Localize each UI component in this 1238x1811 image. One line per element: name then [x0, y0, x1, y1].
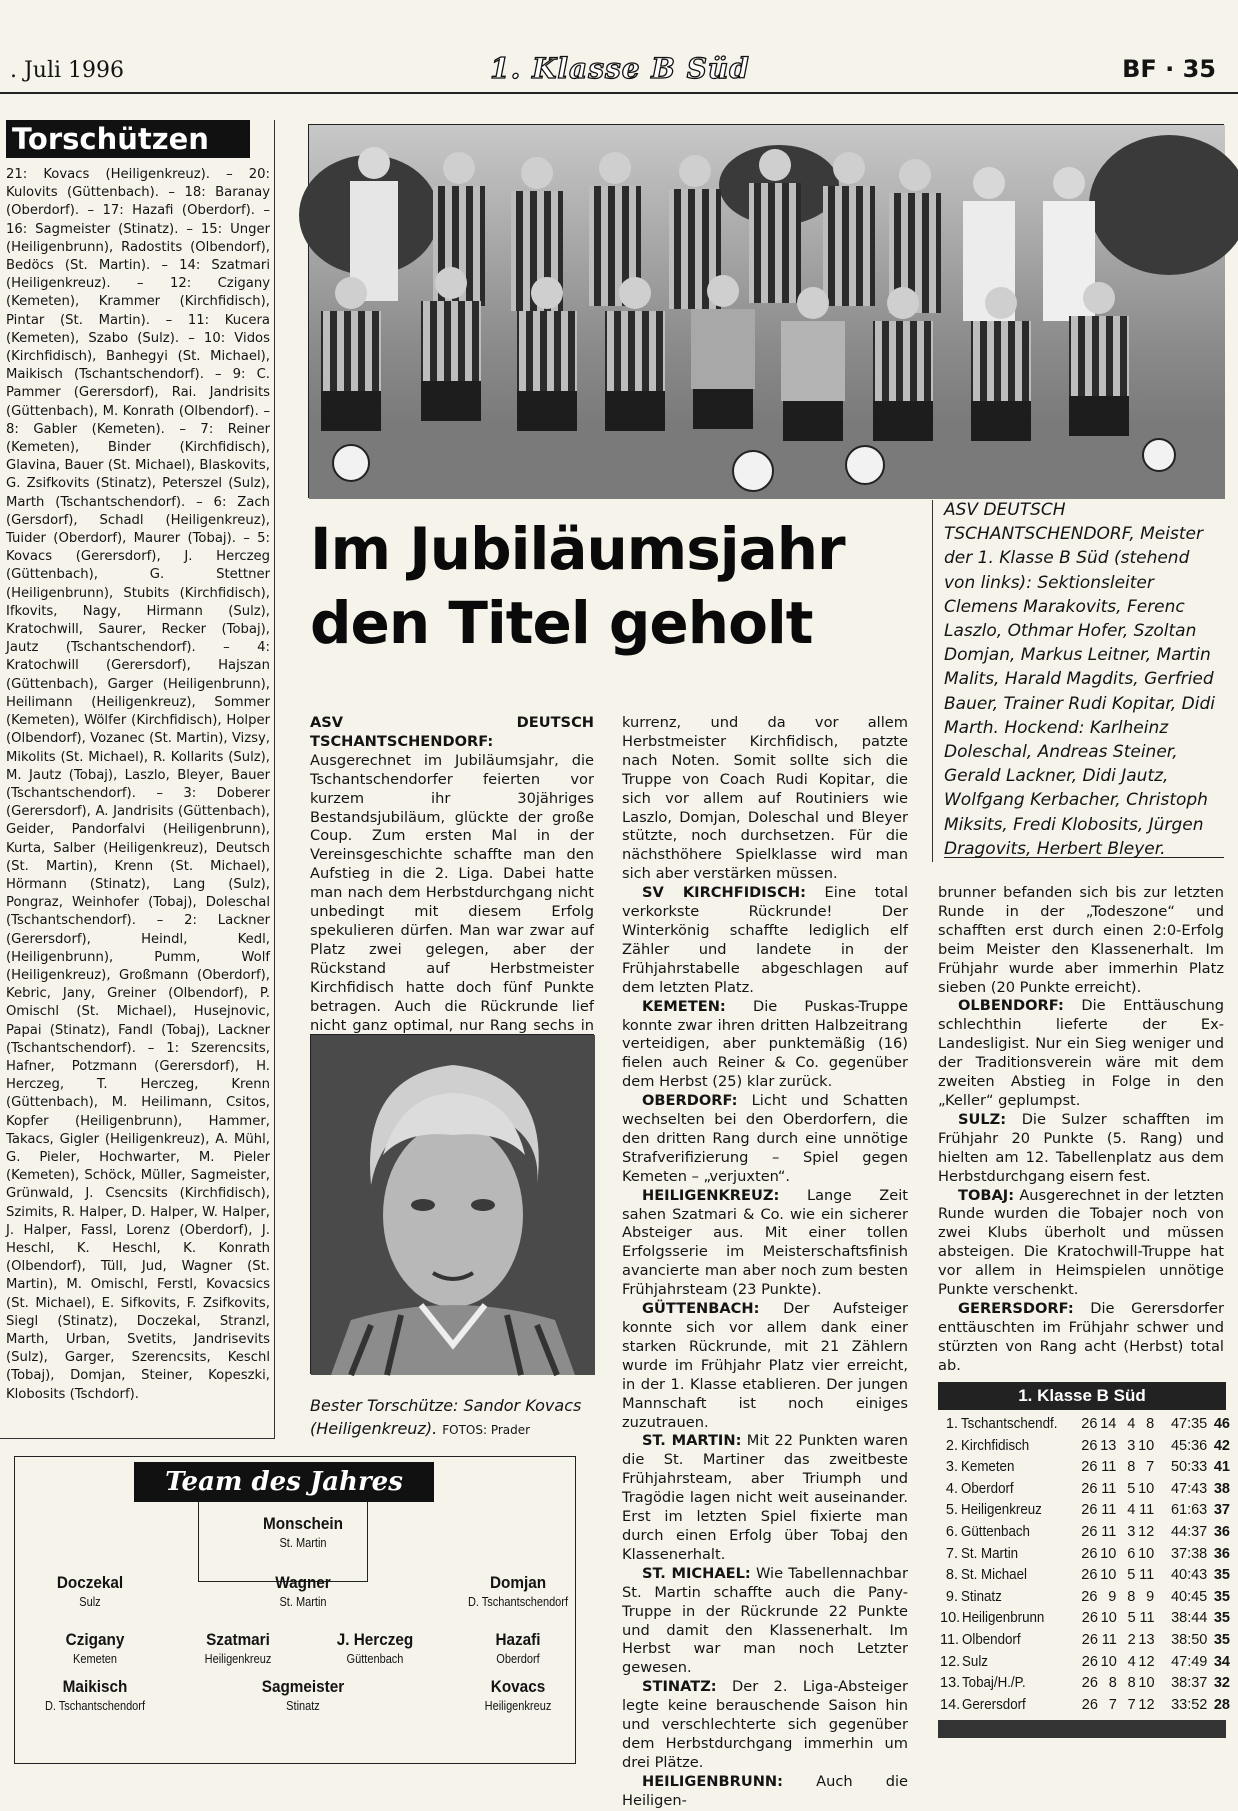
- table-row: [940, 1436, 1230, 1458]
- losses-cell: 11: [1139, 1610, 1155, 1627]
- column-2-p3: Licht und Schatten wechselten bei den Oberdorfern, die den dritten Rang durch eine unnötige Strafverifizierung – Spiel gegen Kemeten – „verjuxten“.: [622, 1092, 909, 1185]
- wins-cell: 11: [1101, 1480, 1117, 1497]
- player-club: Oberdorf: [496, 1652, 540, 1666]
- headline-line-1: Im Jubiläumsjahr: [310, 515, 845, 583]
- points-cell: 34: [1213, 1653, 1230, 1670]
- portrait-caption-text: Bester Torschütze: Sandor Kovacs (Heiligenkreuz).: [310, 1396, 582, 1438]
- losses-cell: 10: [1138, 1675, 1155, 1692]
- portrait-caption: [310, 1394, 590, 1442]
- player-club: D. Tschantschendorf: [467, 1595, 569, 1609]
- column-2-lead-9: HEILIGENBRUNN:: [642, 1772, 783, 1790]
- draws-cell: 4: [1127, 1653, 1136, 1670]
- points-cell: 41: [1213, 1459, 1230, 1476]
- scorers-divider: [274, 120, 275, 1438]
- table-row: [940, 1565, 1230, 1587]
- team-cell: Kemeten: [961, 1459, 1015, 1476]
- rank-cell: 7.: [945, 1545, 958, 1562]
- losses-cell: 12: [1138, 1653, 1155, 1670]
- scorers-bottom-rule: [0, 1438, 275, 1439]
- team-player: [158, 1630, 318, 1666]
- points-cell: 35: [1213, 1588, 1230, 1605]
- table-row: [940, 1544, 1230, 1566]
- team-cell: St. Martin: [961, 1545, 1019, 1562]
- rank-cell: 12.: [940, 1653, 961, 1670]
- player-club: Heiligenkreuz: [484, 1699, 552, 1713]
- player-club: Stinatz: [286, 1699, 320, 1713]
- team-player: [15, 1630, 175, 1666]
- column-2-p1: Eine total verkorkste Rückrunde! Der Winterkönig schaffte lediglich elf Zähler und landete in der Frühjahrstabelle abgeschlagen auf dem letzten Platz.: [622, 884, 909, 996]
- games-cell: 26: [1081, 1675, 1098, 1692]
- article-headline: [310, 512, 910, 660]
- wins-cell: 9: [1108, 1588, 1117, 1605]
- player-name: Monschein: [263, 1514, 343, 1533]
- rank-cell: 2.: [945, 1437, 958, 1454]
- goals-cell: 47:49: [1171, 1653, 1208, 1670]
- column-3-p0: brunner befanden sich bis zur letzten Runde in der „Todeszone“ und schafften erst durch einen 2:0-Erfolg beim Meister den Klassenerhalt. Im Frühjahr wurde aber immerhin Platz sieben (20 Punkte erreicht).: [938, 884, 1224, 996]
- points-cell: 28: [1213, 1696, 1230, 1713]
- games-cell: 26: [1081, 1631, 1098, 1648]
- games-cell: 26: [1081, 1480, 1098, 1497]
- draws-cell: 8: [1127, 1459, 1136, 1476]
- player-club: Sulz: [79, 1595, 101, 1609]
- games-cell: 26: [1081, 1416, 1098, 1432]
- portrait-illustration: [311, 1035, 595, 1375]
- wins-cell: 7: [1108, 1696, 1117, 1713]
- column-3-lead-3: TOBAJ:: [958, 1186, 1015, 1204]
- draws-cell: 5: [1127, 1567, 1136, 1584]
- player-name: Kovacs: [490, 1677, 546, 1696]
- team-cell: Tschantschendf.: [961, 1416, 1058, 1432]
- draws-cell: 2: [1127, 1631, 1136, 1648]
- player-club: D. Tschantschendorf: [44, 1699, 146, 1713]
- column-2-p7: Wie Tabellennachbar St. Martin schaffte auch die Pany-Truppe in der Rückrunde 22 Punkte und damit den Klassenerhalt. Im Herbst war man noch Letzter gewesen.: [622, 1564, 908, 1677]
- team-cell: Gerersdorf: [962, 1696, 1026, 1713]
- goals-cell: 61:63: [1170, 1502, 1208, 1519]
- column-2-p6: Mit 22 Punkten waren die St. Martiner das zweitbeste Frühjahrsteam, aber Triumph und Tragödie lagen nicht weit auseinander. Erst im letzten Spiel fixierte man durch einen Erfolg über Tobaj den Klassenerhalt.: [622, 1432, 908, 1563]
- column-3-p1: Die Enttäuschung schlechthin lieferte der Ex-Landesligist. Nur ein Sieg weniger und der Traditionsverein wäre mit dem zweiten Abstieg in Folge in den „Keller“ geplumpst.: [938, 997, 1225, 1109]
- player-club: Kemeten: [72, 1652, 118, 1666]
- games-cell: 26: [1081, 1523, 1098, 1540]
- wins-cell: 11: [1101, 1459, 1117, 1476]
- portrait-photo: [310, 1034, 594, 1374]
- team-cell: St. Michael: [961, 1567, 1027, 1584]
- player-name: Doczekal: [56, 1573, 124, 1592]
- table-row: [940, 1587, 1230, 1609]
- losses-cell: 8: [1146, 1416, 1155, 1432]
- table-row: [940, 1500, 1230, 1522]
- rank-cell: 14.: [940, 1696, 961, 1713]
- column-2-lead-5: GÜTTENBACH:: [642, 1300, 760, 1318]
- draws-cell: 3: [1127, 1437, 1136, 1454]
- draws-cell: 7: [1127, 1696, 1136, 1713]
- player-club: St. Martin: [279, 1595, 327, 1609]
- column-2-p4: Lange Zeit sahen Szatmari & Co. wie ein sicherer Absteiger aus. Mit einer tollen Erfolgsserie im Meisterschaftsfinish avancierte man aber noch zum besten Frühjahrsteam (23 Punkte).: [622, 1186, 908, 1299]
- team-cell: Güttenbach: [961, 1523, 1030, 1540]
- goals-cell: 38:50: [1171, 1631, 1208, 1648]
- goals-cell: 47:35: [1170, 1416, 1208, 1432]
- draws-cell: 8: [1127, 1588, 1136, 1605]
- losses-cell: 10: [1138, 1480, 1155, 1497]
- team-cell: Oberdorf: [961, 1480, 1014, 1497]
- points-cell: 36: [1213, 1523, 1230, 1540]
- column-2-lead-7: ST. MICHAEL:: [642, 1564, 751, 1582]
- column-1-lead: ASV DEUTSCH TSCHANTSCHENDORF:: [310, 714, 594, 750]
- losses-cell: 10: [1138, 1545, 1155, 1562]
- table-row: [940, 1608, 1230, 1630]
- goals-cell: 33:52: [1171, 1696, 1208, 1713]
- article-column-1: [310, 714, 594, 1034]
- team-cell: Kirchfidisch: [961, 1437, 1030, 1454]
- rank-cell: 8.: [945, 1567, 958, 1584]
- column-2-p5: Der Aufsteiger konnte sich vor allem dank einer starken Rückrunde, mit 21 Zählern wurde im Frühjahr Platz vier erreicht, in der 1. Klasse etablieren. Der jungen Mannschaft ist noch einiges zuzutrauen.: [622, 1300, 908, 1431]
- wins-cell: 11: [1101, 1502, 1117, 1519]
- header-rule: [0, 92, 1238, 94]
- points-cell: 42: [1213, 1437, 1230, 1454]
- table-row: [940, 1522, 1230, 1544]
- column-2-p0: kurrenz, und da vor allem Herbstmeister Kirchfidisch, patzte nach Noten. Somit sollte sich die Truppe von Coach Rudi Kopitar, die sich vor allem auf Routiniers wie Laszlo, Domjan, Doleschal und Bleyer stützte, noch durchsetzen. Für die nächsthöhere Spielklasse wird man sich aber verstärken müssen.: [622, 714, 908, 883]
- article-column-2: [622, 714, 909, 1809]
- wins-cell: 8: [1108, 1675, 1117, 1692]
- games-cell: 26: [1081, 1567, 1098, 1584]
- team-cell: Heiligenbrunn: [962, 1610, 1045, 1627]
- losses-cell: 12: [1138, 1696, 1155, 1713]
- points-cell: 32: [1213, 1675, 1230, 1692]
- page-number: BF · 35: [1122, 55, 1216, 83]
- draws-cell: 6: [1127, 1545, 1136, 1562]
- games-cell: 26: [1081, 1610, 1098, 1627]
- rank-cell: 1.: [945, 1416, 958, 1432]
- draws-cell: 4: [1127, 1416, 1136, 1432]
- points-cell: 37: [1213, 1502, 1230, 1519]
- points-cell: 35: [1213, 1610, 1230, 1627]
- wins-cell: 11: [1101, 1523, 1117, 1540]
- losses-cell: 13: [1138, 1631, 1155, 1648]
- table-row: [940, 1673, 1230, 1695]
- column-2-lead-2: KEMETEN:: [642, 997, 726, 1015]
- player-name: Czigany: [65, 1630, 125, 1649]
- scorers-title: Torschützen: [6, 120, 250, 158]
- column-2-lead-1: SV KIRCHFIDISCH:: [642, 884, 806, 902]
- points-cell: 38: [1213, 1480, 1230, 1497]
- headline-line-2: den Titel geholt: [310, 589, 813, 657]
- column-2-lead-6: ST. MARTIN:: [642, 1432, 742, 1450]
- team-cell: Tobaj/H./P.: [962, 1675, 1026, 1692]
- games-cell: 26: [1081, 1653, 1098, 1670]
- games-cell: 26: [1081, 1545, 1098, 1562]
- rank-cell: 11.: [940, 1631, 960, 1648]
- caption-divider: [932, 500, 933, 862]
- column-3-lead-2: SULZ:: [958, 1110, 1007, 1128]
- league-table-footer: [938, 1720, 1226, 1738]
- team-player: [223, 1573, 383, 1609]
- rank-cell: 9.: [945, 1588, 958, 1605]
- team-photo-caption: ASV DEUTSCH TSCHANTSCHENDORF, Meister der 1. Klasse B Süd (stehend von links): Sektionsleiter Clemens Marakovits, Ferenc Laszlo, Othmar Hofer, Szoltan Domjan, Markus Leitner, Martin Malits, Harald Magdits, Gerfried Bauer, Trainer Rudi Kopitar, Didi Marth. Hockend: Karlheinz Doleschal, Andreas Steiner, Gerald Lackner, Didi Jautz, Wolfgang Kerbacher, Christoph Miksits, Fredi Klobosits, Jürgen Dragovits, Herbert Bleyer.: [944, 498, 1224, 858]
- wins-cell: 13: [1100, 1437, 1117, 1454]
- wins-cell: 10: [1100, 1653, 1117, 1670]
- games-cell: 26: [1081, 1696, 1098, 1713]
- player-name: Maikisch: [62, 1677, 128, 1696]
- team-player: [223, 1514, 383, 1550]
- player-club: St. Martin: [279, 1536, 327, 1550]
- team-cell: Sulz: [962, 1653, 988, 1670]
- rank-cell: 13.: [940, 1675, 961, 1692]
- goals-cell: 50:33: [1170, 1459, 1208, 1476]
- team-player: [295, 1630, 455, 1666]
- goals-cell: 45:36: [1170, 1437, 1208, 1454]
- rank-cell: 4.: [945, 1480, 958, 1497]
- team-player: [10, 1573, 170, 1609]
- games-cell: 26: [1081, 1459, 1098, 1476]
- team-player: [438, 1630, 598, 1666]
- column-2-lead-3: OBERDORF:: [642, 1092, 738, 1110]
- wins-cell: 10: [1100, 1567, 1117, 1584]
- table-row: [940, 1695, 1230, 1717]
- team-photo-illustration: [309, 125, 1225, 499]
- team-cell: Heiligenkreuz: [961, 1502, 1042, 1519]
- issue-date: . Juli 1996: [10, 58, 125, 83]
- team-photo: [308, 124, 1224, 498]
- points-cell: 46: [1213, 1416, 1230, 1432]
- column-2-lead-8: STINATZ:: [642, 1678, 717, 1696]
- goals-cell: 47:43: [1170, 1480, 1208, 1497]
- points-cell: 35: [1213, 1567, 1230, 1584]
- goals-cell: 37:38: [1170, 1545, 1208, 1562]
- column-3-lead-4: GERERSDORF:: [958, 1299, 1074, 1317]
- rank-cell: 3.: [945, 1459, 958, 1476]
- points-cell: 36: [1213, 1545, 1230, 1562]
- league-table-title: 1. Klasse B Süd: [938, 1382, 1226, 1410]
- player-name: Wagner: [275, 1573, 331, 1592]
- column-3-p3: Ausgerechnet in der letzten Runde wurden die Tobajer noch von zwei Klubs überholt und müssen absteigen. Die Kratochwill-Truppe hat vor allem in Heimspielen unnötige Punkte verschenkt.: [938, 1186, 1225, 1299]
- draws-cell: 5: [1127, 1480, 1136, 1497]
- table-row: [940, 1652, 1230, 1674]
- player-name: Hazafi: [495, 1630, 541, 1649]
- player-club: Heiligenkreuz: [204, 1652, 272, 1666]
- column-2-p9: Auch die Heiligen-: [622, 1772, 908, 1809]
- games-cell: 26: [1081, 1437, 1098, 1454]
- section-title: 1. Klasse B Süd: [490, 52, 750, 85]
- goals-cell: 40:45: [1170, 1588, 1208, 1605]
- table-row: [940, 1479, 1230, 1501]
- table-row: [940, 1414, 1230, 1436]
- player-name: Szatmari: [206, 1630, 270, 1649]
- goals-cell: 38:44: [1171, 1610, 1208, 1627]
- team-player: [15, 1677, 175, 1713]
- column-2-p2: Die Puskas-Truppe konnte zwar ihren dritten Halbzeitrang verteidigen, aber punktemäßig (16) fielen auch Reiner & Co. gegenüber dem Herbst (25) klar zurück.: [622, 997, 909, 1091]
- wins-cell: 14: [1100, 1416, 1117, 1432]
- player-name: Domjan: [489, 1573, 547, 1592]
- wins-cell: 10: [1100, 1545, 1117, 1562]
- losses-cell: 11: [1139, 1502, 1155, 1519]
- losses-cell: 12: [1138, 1523, 1155, 1540]
- losses-cell: 11: [1139, 1567, 1155, 1584]
- column-1-text: Ausgerechnet im Jubiläumsjahr, die Tschantschendorfer feierten vor kurzem ihr 30jähriges Bestandsjubiläum, glückte der große Coup. Zum ersten Mal in der Vereinsgeschichte schaffte man den Aufstieg in die 2. Liga. Dabei hatte man nach dem Herbstdurchgang nicht unbedingt mit diesem Erfolg spekulieren dürfen. Man war zwar auf Platz zwei gelegen, aber der Rückstand auf Herbstmeister Kirchfidisch hatte doch fünf Punkte betragen. Auch die Rückrunde lief nicht ganz optimal, nur Rang sechs in: [310, 751, 594, 1034]
- points-cell: 35: [1213, 1631, 1230, 1648]
- draws-cell: 8: [1127, 1675, 1136, 1692]
- player-name: J. Herczeg: [336, 1630, 414, 1649]
- team-of-year-title: Team des Jahres: [134, 1462, 434, 1502]
- column-3-p2: Die Sulzer schafften im Frühjahr 20 Punkte (5. Rang) und hielten am 12. Tabellenplatz aus dem Herbstdurchgang eisern fest.: [938, 1110, 1225, 1185]
- league-table: [940, 1414, 1230, 1716]
- table-row: [940, 1630, 1230, 1652]
- draws-cell: 3: [1127, 1523, 1136, 1540]
- draws-cell: 4: [1127, 1502, 1136, 1519]
- column-2-lead-4: HEILIGENKREUZ:: [642, 1186, 780, 1204]
- scorers-list: 21: Kovacs (Heiligenkreuz). – 20: Kulovits (Güttenbach). – 18: Baranay (Oberdorf). – 17: Hazafi (Oberdorf). – 16: Sagmeister (Stinatz). – 15: Unger (Heiligenbrunn), Radostits (Olbendorf), Bedöcs (St. Martin). – 14: Szatmari (Heiligenkreuz). – 12: Czigany (Kemeten), Krammer (Kirchfidisch), Pintar (St. Martin). – 11: Kucera (Kemeten), Szabo (Sulz). – 10: Vidos (Kirchfidisch), Banhegyi (St. Michael), Maikisch (Tschantschendorf). – 9: C. Pammer (Gerersdorf), Rai. Jandrisits (Güttenbach), M. Konrath (Olbendorf). – 8: Gabler (Kemeten). – 7: Reiner (Kemeten), Binder (Kirchfidisch), Glavina, Bauer (St. Michael), Blaskovits, G. Zsifkovits (Stinatz), Peterszel (Sulz), Marth (Tschantschendorf). – 6: Zach (Gersdorf), Schadl (Heiligenkreuz), Tuider (Oberdorf), Maurer (Tobaj). – 5: Kovacs (Gerersdorf), J. Herczeg (Güttenbach), G. Stettner (Heiligenbrunn), Stubits (Kirchfidisch), Ifkovits, Nagy, Hirmann (Sulz), Kratochwill, Saurer, Recker (Tobaj), Jautz (Tschantschendorf). – 4: Kratochwill (Gerersdorf), Hajszan (Güttenbach), Garger (Heiligenbrunn), Heilimann (Heiligenkreuz), Sommer (Kemeten), Wölfer (Kirchfidisch), Holper (Olbendorf), Vozanec (St. Martin), Vizsy, Mikolits (St. Michael), R. Kollarits (Sulz), M. Jautz (Tobaj), Laszlo, Bleyer, Bauer (Tschantschendorf). – 3: Doberer (Gerersdorf), A. Jandrisits (Güttenbach), Geider, Pandorfalvi (Heiligenbrunn), Kurta, Salber (Heiligenkreuz), Deutsch (St. Martin), Krenn (St. Michael), Hörmann (Stinatz), Lang (Sulz), Pongraz, Weinhofer (Tobaj), Doleschal (Tschantschendorf). – 2: Lackner (Gerersdorf), Heindl, Kedl, (Heiligenbrunn), Pumm, Wolf (Heiligenkreuz), Großmann (Oberdorf), Kebric, Jany, Greiner (Olbendorf), P. Omischl (St. Michael), Husejnovic, Papai (Stinatz), Fandl (Tobaj), Lackner (Tschantschendorf). – 1: Szerencsits, Hafner, Potzmann (Gerersdorf), H. Herczeg, T. Herczeg, Krenn (Güttenbach), M. Heilimann, Csitos, Kopfer (Heiligenbrunn), Hammer, Takacs, Gigler (Heiligenkreuz), A. Mühl, G. Pieler, Hochwarter, M. Pieler (Kemeten), Schöck, Müller, Sagmeister, Grünwald, J. Csencsits (Kirchfidisch), Szimits, R. Halper, D. Halper, W. Halper, J. Halper, Fassl, Lorenz (Oberdorf), J. Heschl, K. Heschl, K. Konrath (Olbendorf), Tüll, Jud, Wagner (St. Martin), M. Omischl, Ferstl, Kovacsics (St. Michael), E. Sifkovits, F. Zsifkovits, Siegl (Stinatz), Doczekal, Stranzl, Marth, Urban, Svetits, Jandrisevits (Sulz), Garger, Szerencsits, Keschl (Tobaj), Domjan, Steiner, Kopeszki, Klobosits (Tschdorf).: [6, 167, 270, 1402]
- games-cell: 26: [1081, 1502, 1098, 1519]
- player-club: Güttenbach: [346, 1652, 404, 1666]
- table-row: [940, 1457, 1230, 1479]
- goals-cell: 38:37: [1171, 1675, 1208, 1692]
- rank-cell: 10.: [940, 1610, 961, 1627]
- column-3-p4: Die Gerersdorfer enttäuschten im Frühjahr schwer und stürzten von Rang acht (Herbst) total ab.: [938, 1299, 1224, 1374]
- team-cell: Olbendorf: [962, 1631, 1021, 1648]
- article-column-3: [938, 884, 1225, 1374]
- losses-cell: 7: [1146, 1459, 1155, 1476]
- wins-cell: 10: [1100, 1610, 1117, 1627]
- losses-cell: 9: [1146, 1588, 1155, 1605]
- wins-cell: 11: [1101, 1631, 1117, 1648]
- photo-credit: FOTOS: Prader: [442, 1423, 531, 1437]
- team-player: [438, 1573, 598, 1609]
- rank-cell: 5.: [945, 1502, 958, 1519]
- draws-cell: 5: [1127, 1610, 1136, 1627]
- player-name: Sagmeister: [261, 1677, 345, 1696]
- column-3-lead-1: OLBENDORF:: [958, 997, 1064, 1015]
- losses-cell: 10: [1138, 1437, 1155, 1454]
- goals-cell: 40:43: [1170, 1567, 1208, 1584]
- team-player: [223, 1677, 383, 1713]
- rank-cell: 6.: [945, 1523, 958, 1540]
- games-cell: 26: [1081, 1588, 1098, 1605]
- column-2-p8: Der 2. Liga-Absteiger legte keine berauschende Saison hin und verschlechterte sich gegenüber dem Herbstdurchgang immerhin um drei Plätze.: [622, 1678, 908, 1771]
- team-cell: Stinatz: [961, 1588, 1002, 1605]
- goals-cell: 44:37: [1170, 1523, 1208, 1540]
- team-player: [438, 1677, 598, 1713]
